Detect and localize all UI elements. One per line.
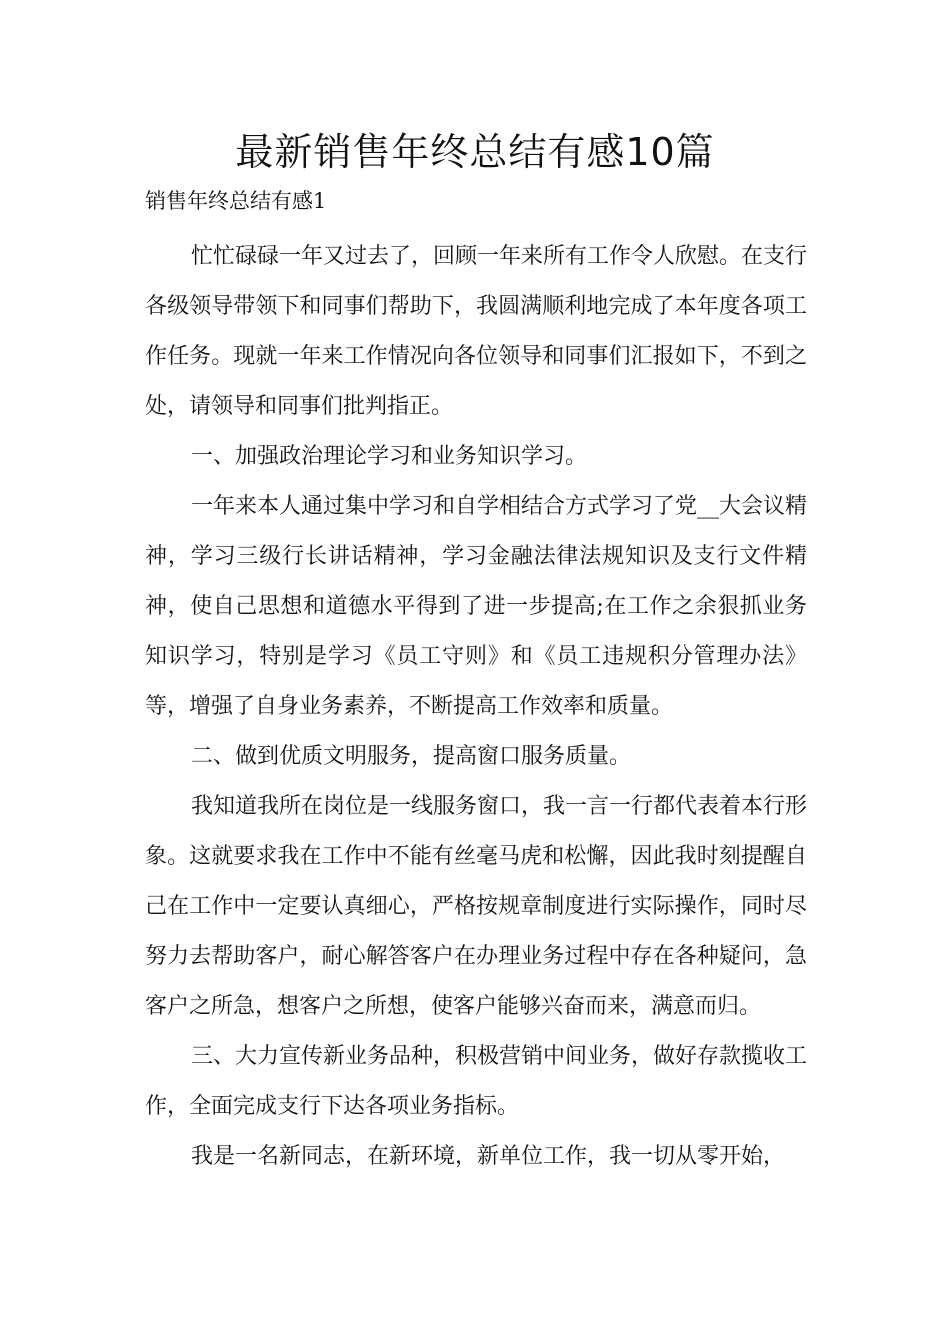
section-heading-3: 三、大力宣传新业务品种，积极营销中间业务，做好存款揽收工作，全面完成支行下达各项业务指标。: [145, 1044, 808, 1119]
section-heading-2: 二、做到优质文明服务，提高窗口服务质量。: [191, 744, 632, 769]
paragraph-study: 一年来本人通过集中学习和自学相结合方式学习了党__大会议精神，学习三级行长讲话精神，学习金融法律法规知识及支行文件精神，使自己思想和道德水平得到了进一步提高;在工作之余狠抓业务知识学习，特别是学习《员工守则》和《员工违规积分管理办法》等，增强了自身业务素养，不断提高工作效率和质量。: [145, 494, 808, 719]
paragraph-newcomer: 我是一名新同志，在新环境，新单位工作，我一切从零开始，: [191, 1144, 786, 1169]
document-title: 最新销售年终总结有感10篇: [235, 130, 715, 174]
paragraph-service: 我知道我所在岗位是一线服务窗口，我一言一行都代表着本行形象。这就要求我在工作中不能有丝毫马虎和松懈，因此我时刻提醒自己在工作中一定要认真细心，严格按规章制度进行实际操作，同时尽努力去帮助客户，耐心解答客户在办理业务过程中存在各种疑问，急客户之所急，想客户之所想，使客户能够兴奋而来，满意而归。: [145, 794, 808, 1019]
document-body: [145, 232, 807, 1182]
section-heading-1: 一、加强政治理论学习和业务知识学习。: [191, 444, 588, 469]
section-subtitle: 销售年终总结有感1: [145, 189, 327, 213]
paragraph-intro: 忙忙碌碌一年又过去了，回顾一年来所有工作令人欣慰。在支行各级领导带领下和同事们帮助下，我圆满顺利地完成了本年度各项工作任务。现就一年来工作情况向各位领导和同事们汇报如下，不到之处，请领导和同事们批判指正。: [145, 244, 808, 419]
